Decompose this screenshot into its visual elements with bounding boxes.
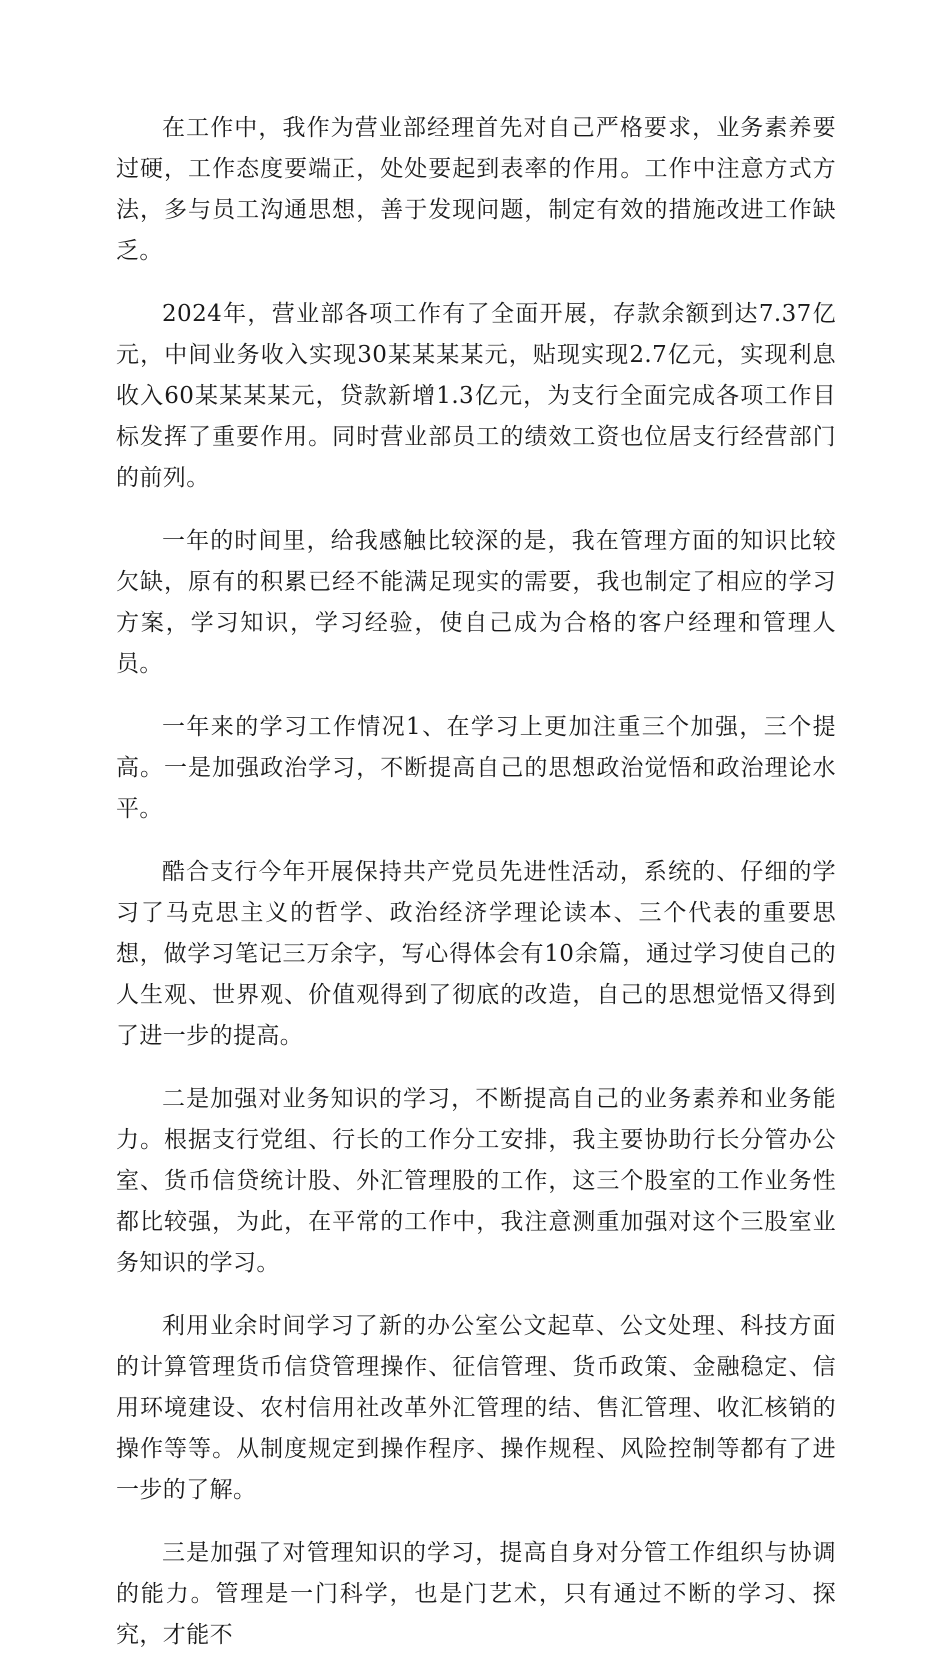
paragraph-8: 三是加强了对管理知识的学习，提高自身对分管工作组织与协调的能力。管理是一门科学，也是门艺术，只有通过不断的学习、探究，才能不	[116, 1540, 836, 1648]
paragraph-5: 酷合支行今年开展保持共产党员先进性活动，系统的、仔细的学习了马克思主义的哲学、政治经济学理论读本、三个代表的重要思想，做学习笔记三万余字，写心得体会有10余篇，通过学习使自己的人生观、世界观、价值观得到了彻底的改造，自己的思想觉悟又得到了进一步的提高。	[116, 859, 836, 1049]
paragraph-4: 一年来的学习工作情况1、在学习上更加注重三个加强，三个提高。一是加强政治学习，不断提高自己的思想政治觉悟和政治理论水平。	[116, 714, 836, 822]
paragraph-6: 二是加强对业务知识的学习，不断提高自己的业务素养和业务能力。根据支行党组、行长的工作分工安排，我主要协助行长分管办公室、货币信贷统计股、外汇管理股的工作，这三个股室的工作业务性都比较强，为此，在平常的工作中，我注意测重加强对这个三股室业务知识的学习。	[116, 1086, 836, 1276]
paragraph-1: 在工作中，我作为营业部经理首先对自己严格要求，业务素养要过硬，工作态度要端正，处处要起到表率的作用。工作中注意方式方法，多与员工沟通思想，善于发现问题，制定有效的措施改进工作缺乏。	[116, 115, 836, 264]
paragraph-3: 一年的时间里，给我感触比较深的是，我在管理方面的知识比较欠缺，原有的积累已经不能满足现实的需要，我也制定了相应的学习方案，学习知识，学习经验，使自己成为合格的客户经理和管理人员。	[116, 528, 836, 677]
document-body	[116, 108, 836, 1678]
paragraph-2: 2024年，营业部各项工作有了全面开展，存款余额到达7.37亿元，中间业务收入实现30某某某某元，贴现实现2.7亿元，实现利息收入60某某某某元，贷款新增1.3亿元，为支行全面完成各项工作目标发挥了重要作用。同时营业部员工的绩效工资也位居支行经营部门的前列。	[116, 301, 836, 491]
paragraph-7: 利用业余时间学习了新的办公室公文起草、公文处理、科技方面的计算管理货币信贷管理操作、征信管理、货币政策、金融稳定、信用环境建设、农村信用社改革外汇管理的结、售汇管理、收汇核销的操作等等。从制度规定到操作程序、操作规程、风险控制等都有了进一步的了解。	[116, 1313, 836, 1503]
